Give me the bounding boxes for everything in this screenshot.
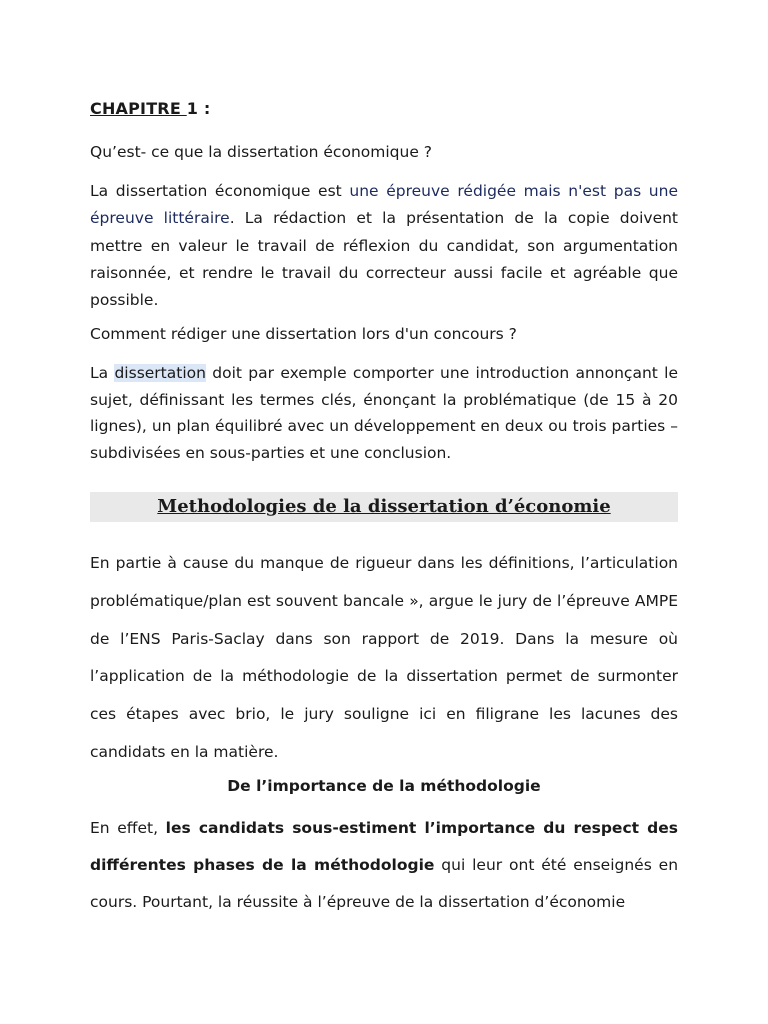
chapter-number: 1 : — [186, 99, 211, 118]
paragraph-methodology — [90, 810, 678, 922]
paragraph-definition-emphasis: une épreuve rédigée mais n'est pas une épreuve littéraire — [90, 182, 678, 228]
paragraph-structure-text-1: La — [90, 364, 115, 382]
question-2: Comment rédiger une dissertation lors d'un concours ? — [90, 325, 517, 343]
paragraph-definition — [90, 178, 678, 314]
paragraph-methodology-text-2: qui leur ont été enseignés en cours. Pourtant, la réussite à l’épreuve de la dissertation d’économie — [90, 856, 679, 912]
section-title: Methodologies de la dissertation d’économie — [157, 496, 611, 517]
subheading: De l’importance de la méthodologie — [227, 777, 541, 795]
paragraph-jury-report: En partie à cause du manque de rigueur dans les définitions, l’articulation problématique/plan est souvent bancale », argue le jury de l’épreuve AMPE de l’ENS Paris-Saclay dans son rapport de 2019. Dans la mesure où l’application de la méthodologie de la dissertation permet de surmonter ces étapes avec brio, le jury souligne ici en filigrane les lacunes des candidats en la matière. — [90, 554, 678, 761]
section-title-banner — [90, 492, 678, 522]
question-1: Qu’est- ce que la dissertation économique ? — [90, 143, 433, 161]
paragraph-structure-text-2: doit par exemple comporter une introduction annonçant le sujet, définissant les termes clés, énonçant la problématique (de 15 à 20 lignes), un plan équilibré avec un développement en deux ou trois parties – subdivisées en sous-parties et une conclusion. — [90, 364, 679, 462]
paragraph-structure — [90, 360, 678, 466]
paragraph-definition-text-2: . La rédaction et la présentation de la copie doivent mettre en valeur le travail de réflexion du candidat, son argumentation raisonnée, et rendre le travail du correcteur aussi facile et agréable que possible. — [90, 209, 679, 310]
chapter-heading — [90, 99, 210, 118]
highlighted-word: dissertation — [114, 364, 206, 382]
paragraph-definition-text-1: La dissertation économique est — [90, 182, 350, 200]
chapter-title: CHAPITRE — [90, 99, 187, 118]
paragraph-methodology-bold: les candidats sous-estiment l’importance du respect des différentes phases de la méthodologie — [90, 819, 678, 875]
paragraph-methodology-text-1: En effet, — [90, 819, 166, 837]
